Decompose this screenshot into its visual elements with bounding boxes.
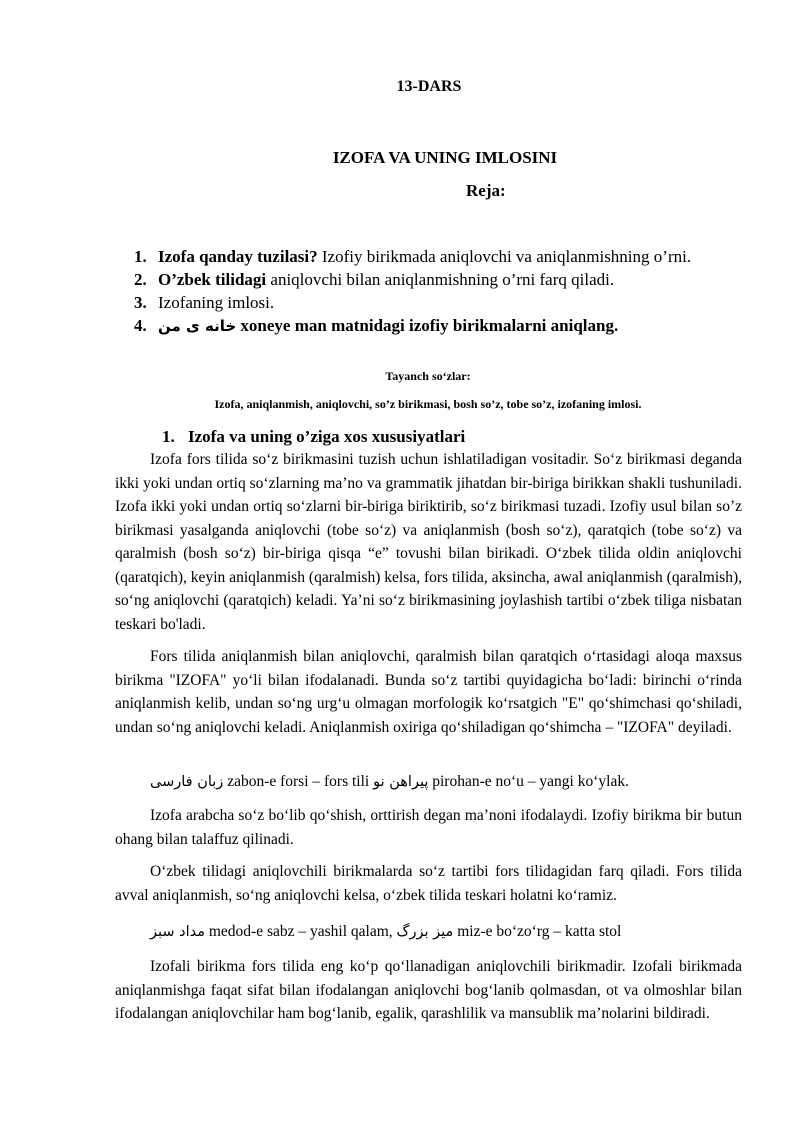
farsi-example: زبان فارسی — [150, 774, 224, 790]
example-translation: zabon-e forsi – fors tili — [223, 773, 374, 790]
plan-item-3 — [134, 291, 774, 314]
plan-item-bold: Izofa qanday tuzilasi? — [158, 247, 318, 266]
farsi-example: پیراهن نو — [373, 774, 429, 790]
example-line-2 — [150, 920, 750, 945]
plan-list — [134, 245, 774, 337]
plan-item-bold: O’zbek tilidagi — [158, 270, 267, 289]
paragraph-4: O‘zbek tilidagi aniqlovchili birikmalarda so‘z tartibi fors tilidagidan farq qiladi. Fors tilida avval aniqlanmish, so‘ng aniqlovchi kelsa, o‘zbek tilida teskari holatni ko‘ramiz. — [115, 863, 742, 904]
plan-item-text: Izofaning imlosi. — [158, 293, 275, 312]
plan-item-4 — [134, 314, 774, 337]
keywords-heading: Tayanch so‘zlar: — [385, 369, 471, 383]
plan-item-text: xoneye man matnidagi izofiy birikmalarni aniqlang. — [236, 316, 619, 335]
plan-item-number: 4. — [134, 316, 147, 335]
plan-item-farsi: خانه ی من — [158, 317, 237, 335]
plan-item-2 — [134, 268, 774, 291]
section-number: 1. — [162, 427, 175, 446]
example-line-1 — [150, 770, 750, 795]
lesson-number: 13-DARS — [396, 78, 462, 95]
plan-item-number: 1. — [134, 247, 147, 266]
plan-item-1 — [134, 245, 774, 268]
paragraph-3: Izofa arabcha so‘z bo‘lib qo‘shish, orttirish degan ma’noni ifodalaydi. Izofiy birikma bir butun ohang bilan talaffuz qilinadi. — [115, 807, 742, 848]
section-title: Izofa va uning o’ziga xos xususiyatlari — [188, 427, 466, 446]
paragraph-5: Izofali birikma fors tilida eng ko‘p qo‘llanadigan aniqlovchili birikmadir. Izofali birikmada aniqlanmishga faqat sifat bilan ifodalangan aniqlovchi bog‘lanib qolmasdan, ot va olmoshlar bilan ifodalangan aniqlovchilar ham bog‘lanib, egalik, qarashlilik va mansublik ma’nolarini bildiradi. — [115, 958, 742, 1022]
paragraph-1: Izofa fors tilida so‘z birikmasini tuzish uchun ishlatiladigan vositadir. So‘z birikmasi deganda ikki yoki undan ortiq so‘zlarning ma’no va grammatik jihatdan bir-biriga birikkan shakli tushuniladi. Izofa ikki yoki undan ortiq so‘zlarni bir-biriga biriktirib, so‘z birikmasi tuzadi. Izofiy usul bilan so’z birikmasi yasalganda aniqlovchi (tobe so‘z) va aniqlanmish (bosh so‘z), qaratqich (tobe so‘z) va qaralmish (bosh so‘z) bir-biriga qisqa “e” tovushi bilan birikadi. O‘zbek tilida oldin aniqlovchi (qaratqich), keyin aniqlanmish (qaralmish) kelsa, fors tilida, aksincha, awal aniqlanmish (qaralmish), so‘ng aniqlovchi (qaratqich) keladi. Ya’ni so‘z birikmasining joylashish tartibi o‘zbek tiliga nisbatan teskari bo'ladi. — [115, 451, 742, 633]
topic-title: IZOFA VA UNING IMLOSINI — [332, 148, 558, 167]
plan-item-text: Izofiy birikmada aniqlovchi va aniqlanmishning o’rni. — [317, 247, 692, 266]
farsi-example: مداد سبز — [150, 924, 205, 940]
example-translation: medod-e sabz – yashil qalam, — [205, 923, 397, 940]
plan-item-number: 2. — [134, 270, 147, 289]
farsi-example: میز بزرگ — [396, 924, 454, 940]
plan-item-text: aniqlovchi bilan aniqlanmishning o’rni farq qiladi. — [266, 270, 615, 289]
paragraph-2: Fors tilida aniqlanmish bilan aniqlovchi, qaralmish bilan qaratqich o‘rtasidagi aloqa maxsus birikma "IZOFA" yo‘li bilan ifodalanadi. Bunda so‘z tartibi quyidagicha bo‘ladi: birinchi o‘rinda aniqlanmish kelib, undan so‘ng urg‘u olmagan morfologik ko‘rsatgich "E" qo‘shimchasi qo‘shiladi, undan so‘ng aniqlovchi keladi. Aniqlanmish oxiriga qo‘shiladigan qo‘shimcha – "IZOFA" deyiladi. — [115, 648, 742, 736]
example-translation: pirohan-e no‘u – yangi ko‘ylak. — [428, 773, 629, 790]
plan-item-number: 3. — [134, 293, 147, 312]
section-heading — [162, 427, 465, 447]
keywords-text: Izofa, aniqlanmish, aniqlovchi, so’z birikmasi, bosh so’z, tobe so’z, izofaning imlosi. — [214, 397, 642, 411]
example-translation: miz-e bo‘zo‘rg – katta stol — [453, 923, 622, 940]
plan-heading: Reja: — [466, 181, 506, 200]
